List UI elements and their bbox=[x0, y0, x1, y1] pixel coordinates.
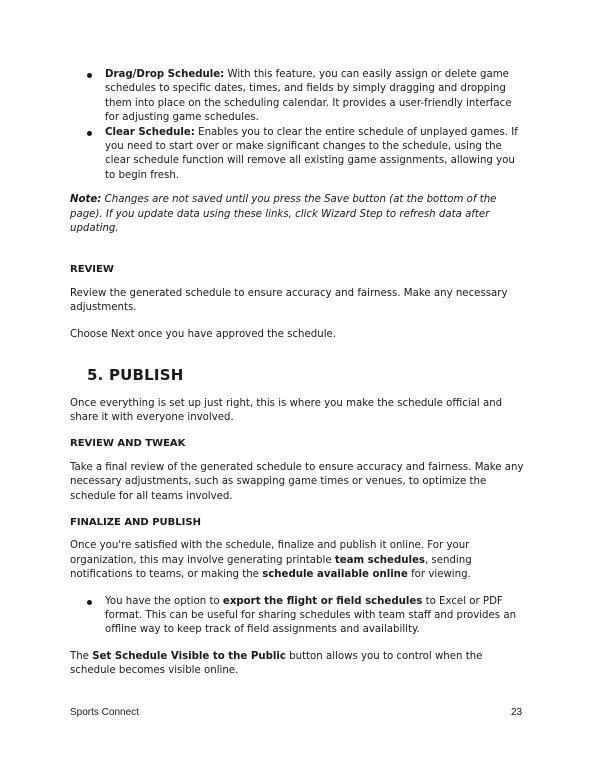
note-paragraph bbox=[70, 193, 525, 236]
review-next-paragraph: Choose Next once you have approved the schedule. bbox=[70, 328, 337, 340]
bullet-icon bbox=[87, 131, 92, 136]
review-heading: REVIEW bbox=[70, 264, 114, 276]
visibility-button-term: Set Schedule Visible to the Public bbox=[92, 650, 286, 662]
visibility-paragraph bbox=[70, 650, 525, 679]
finalize-text: for viewing. bbox=[407, 569, 471, 581]
finalize-paragraph bbox=[70, 539, 525, 582]
visibility-text: The bbox=[70, 650, 93, 662]
note-text: Changes are not saved until you press the Save button (at the bottom of the page). If you update data using these links, click Wizard Step to refresh data after updating. bbox=[70, 194, 497, 235]
export-text: to Excel or PDF format. This can be useful for sharing schedules with team staff and provides an offline way to keep track of field assignments and availability. bbox=[105, 595, 517, 636]
team-schedules-term: team schedules bbox=[334, 554, 425, 566]
feature-list bbox=[70, 68, 525, 183]
review-paragraph: Review the generated schedule to ensure accuracy and fairness. Make any necessary adjustments. bbox=[70, 287, 508, 314]
bullet-text: With this feature, you can easily assign or delete game schedules to specific dates, times, and fields by simply dragging and dropping them into place on the scheduling calendar. It provides a user-friendly interface for adjusting game schedules. bbox=[105, 69, 512, 124]
bullet-term: Clear Schedule: bbox=[105, 126, 195, 138]
list-item bbox=[70, 595, 525, 638]
export-list bbox=[70, 595, 525, 638]
bullet-term: Drag/Drop Schedule: bbox=[105, 69, 225, 80]
bullet-icon bbox=[87, 73, 92, 78]
export-text: You have the option to bbox=[105, 595, 223, 607]
finalize-text: Once you're satisfied with the schedule, finalize and publish it online. For your organization, this may involve generating printable bbox=[70, 540, 470, 566]
publish-intro: Once everything is set up just right, this is where you make the schedule official and share it with everyone involved. bbox=[70, 397, 503, 423]
tweak-heading: REVIEW AND TWEAK bbox=[70, 438, 186, 450]
list-item bbox=[70, 126, 525, 184]
page-content bbox=[70, 62, 525, 679]
footer-brand: Sports Connect bbox=[70, 707, 139, 718]
publish-heading: 5. PUBLISH bbox=[87, 366, 184, 385]
bullet-icon bbox=[87, 600, 92, 605]
export-term: export the flight or field schedules bbox=[222, 595, 423, 607]
finalize-text: , sending notifications to teams, or making the bbox=[70, 554, 472, 581]
tweak-paragraph: Take a final review of the generated schedule to ensure accuracy and fairness. Make any necessary adjustments, such as swapping game times or venues, to optimize the schedule for all teams involved. bbox=[70, 461, 524, 502]
finalize-heading: FINALIZE AND PUBLISH bbox=[70, 516, 201, 528]
visibility-text: button allows you to control when the schedule becomes visible online. bbox=[70, 650, 483, 677]
page-number: 23 bbox=[511, 707, 523, 718]
note-label: Note: bbox=[70, 194, 102, 206]
bullet-text: Enables you to clear the entire schedule of unplayed games. If you need to start over or make significant changes to the schedule, using the clear schedule function will remove all existing game assignments, allowing you to begin fresh. bbox=[105, 126, 518, 181]
schedule-online-term: schedule available online bbox=[262, 569, 408, 581]
list-item bbox=[70, 68, 525, 126]
